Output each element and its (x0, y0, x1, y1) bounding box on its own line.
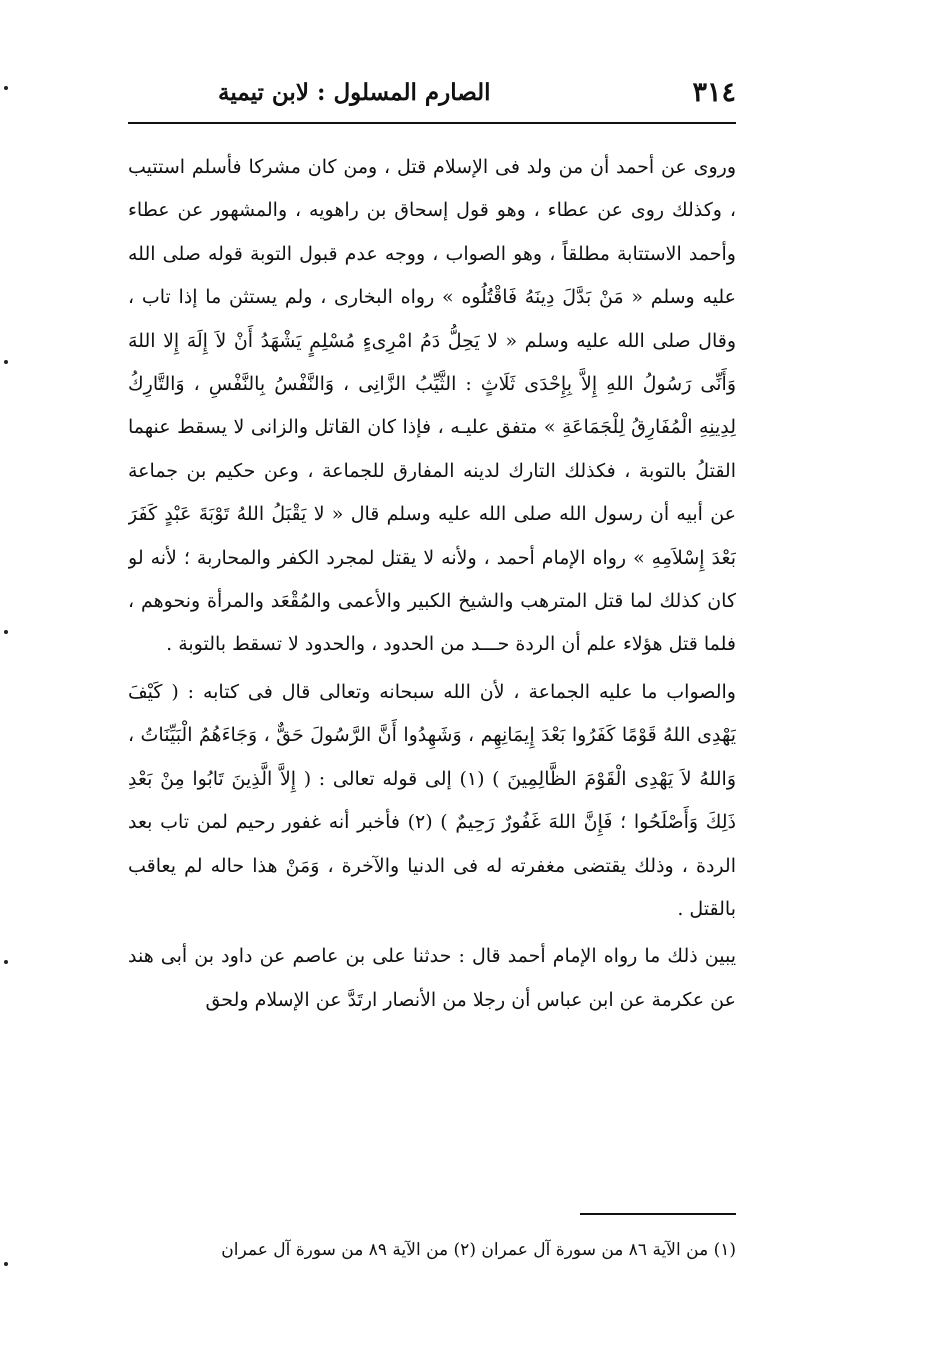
page-number: ٣١٤ (692, 76, 736, 108)
scan-speck (4, 86, 8, 90)
header-rule (128, 122, 736, 124)
body-text (128, 146, 736, 1186)
paragraph-3: يبين ذلك ما رواه الإمام أحمد قال : حدثنا على بن عاصم عن داود بن أبى هند عن عكرمة عن ابن عباس أن رجلا من الأنصار ارتَدَّ عن الإسلام ولحق (128, 945, 736, 1011)
scan-speck (4, 630, 8, 634)
scan-speck (4, 1262, 8, 1266)
paragraph-1: وروى عن أحمد أن من ولد فى الإسلام قتل ، ومن كان مشركا فأسلم استتيب ، وكذلك روى عن عطاء ، وهو قول إسحاق بن راهويه ، والمشهور عن عطاء وأحمد الاستتابة مطلقاً ، وهو الصواب ، ووجه عدم قبول التوبة قوله صلى الله عليه وسلم « مَنْ بَدَّلَ دِينَهُ فَاقْتُلُوه » رواه البخارى ، ولم يستثن ما إذا تاب ، وقال صلى الله عليه وسلم « لا يَحِلُّ دَمُ امْرِىءٍ مُسْلِمٍ يَشْهَدُ أَنْ لاَ إِلَهَ إِلا اللهَ وَأَنِّى رَسُولُ اللهِ إِلاَّ بِإِحْدَى ثَلَاثٍ : الثَّيِّبُ الزَّانِى ، وَالنَّفْسُ بِالنَّفْسِ ، وَالتَّارِكُ لِدِينِهِ الْمُفَارِقُ لِلْجَمَاعَةِ » متفق عليـه ، فإذا كان القاتل والزانى لا يسقط عنهما القتلُ بالتوبة ، فكذلك التارك لدينه المفارق للجماعة ، وعن حكيم بن جماعة عن أبيه أن رسول الله صلى الله عليه وسلم قال « لا يَقْبَلُ اللهُ تَوْبَةَ عَبْدٍ كَفَرَ بَعْدَ إِسْلاَمِهِ » رواه الإمام أحمد ، ولأنه لا يقتل لمجرد الكفر والمحاربة ؛ لأنه لو كان كذلك لما قتل المترهب والشيخ الكبير والأعمى والمُقْعَد والمرأة ونحوهم ، فلما قتل هؤلاء علم أن الردة حـــد من الحدود ، والحدود لا تسقط بالتوبة . (128, 156, 736, 656)
paragraph-2: والصواب ما عليه الجماعة ، لأن الله سبحانه وتعالى قال فى كتابه : ( كَيْفَ يَهْدِى اللهُ قَوْمًا كَفَرُوا بَعْدَ إِيمَانِهِم ، وَشَهِدُوا أَنَّ الرَّسُولَ حَقٌّ ، وَجَاءَهُمُ الْبَيِّنَاتُ ، وَاللهُ لاَ يَهْدِى الْقَوْمَ الظَّالِمِينَ ) (١) إلى قوله تعالى : ( إِلاَّ الَّذِينَ تَابُوا مِنْ بَعْدِ ذَلِكَ وَأَصْلَحُوا ؛ فَإِنَّ اللهَ غَفُورٌ رَحِيمٌ ) (٢) فأخبر أنه غفور رحيم لمن تاب بعد الردة ، وذلك يقتضى مغفرته له فى الدنيا والآخرة ، وَمَنْ هذا حاله لم يعاقب بالقتل . (128, 680, 736, 920)
scan-speck (4, 960, 8, 964)
footnotes: (١) من الآية ٨٦ من سورة آل عمران (٢) من الآية ٨٩ من سورة آل عمران (221, 1240, 736, 1260)
scan-speck (4, 360, 8, 364)
running-title: الصارم المسلول : لابن تيمية (218, 78, 491, 106)
footnote-rule (580, 1213, 736, 1215)
page-header (128, 70, 736, 114)
